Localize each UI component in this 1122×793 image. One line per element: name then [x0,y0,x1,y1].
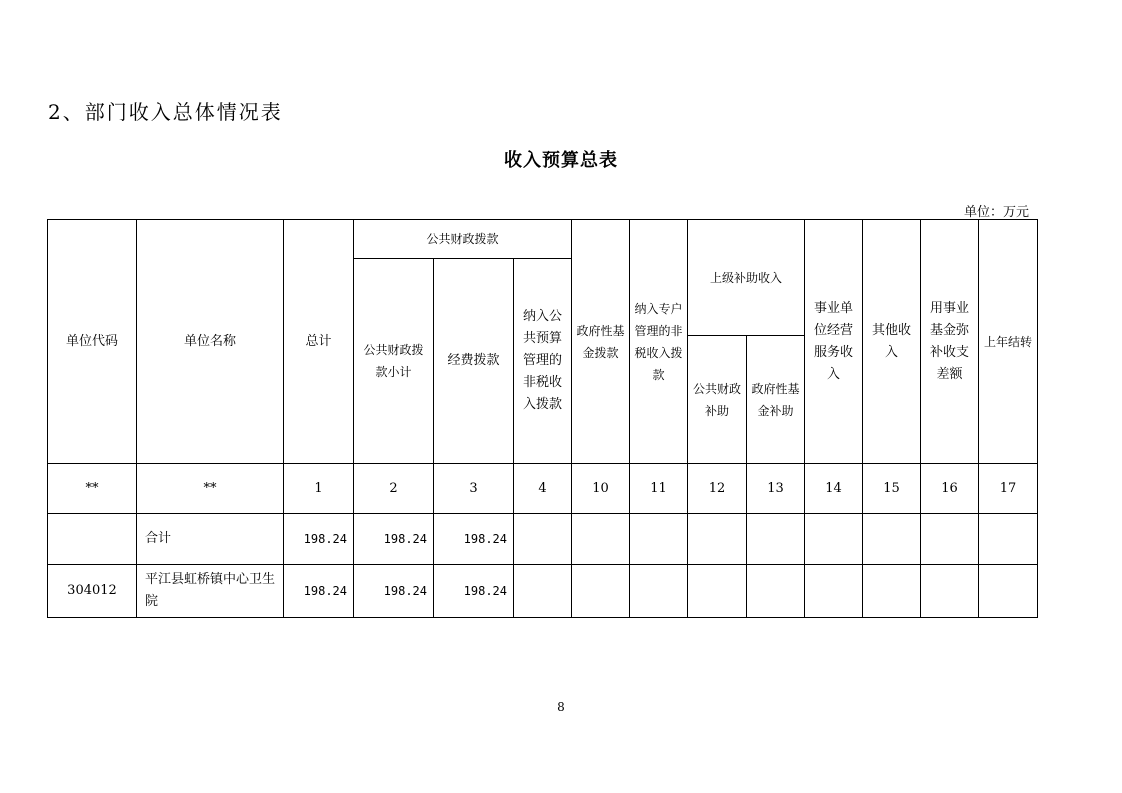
table-row [48,565,1038,618]
header-name: 单位名称 [137,220,284,464]
header-public-finance-subsidy: 公共财政补助 [688,336,747,464]
header-business-income: 事业单位经营服务收入 [805,220,863,464]
unit-label: 单位：万元 [964,205,1030,220]
index-cell: 12 [688,464,747,514]
index-cell: 2 [354,464,434,514]
header-nontax-public: 纳入公共预算管理的非税收入拨款 [514,259,572,464]
index-cell: 15 [863,464,921,514]
header-code: 单位代码 [48,220,137,464]
table-title: 收入预算总表 [504,150,618,171]
row-name: 平江县虹桥镇中心卫生院 [137,565,284,618]
index-cell: 13 [747,464,805,514]
header-total: 总计 [284,220,354,464]
index-cell: 1 [284,464,354,514]
header-gov-fund-subsidy: 政府性基金补助 [747,336,805,464]
budget-table [47,219,1038,618]
table-row [48,514,1038,565]
page-number: 8 [557,700,565,714]
index-row [48,464,1038,514]
header-public-finance: 公共财政拨款 [354,220,572,259]
row-code: 304012 [48,565,137,618]
row-name: 合计 [137,514,284,565]
index-cell: 14 [805,464,863,514]
section-title: 2、部门收入总体情况表 [48,100,283,124]
index-cell: ** [48,464,137,514]
header-funding: 经费拨款 [434,259,514,464]
row-funding: 198.24 [434,514,514,565]
header-public-finance-subtotal: 公共财政拨款小计 [354,259,434,464]
index-cell: 10 [572,464,630,514]
header-superior-subsidy: 上级补助收入 [688,220,805,336]
index-cell: ** [137,464,284,514]
index-cell: 17 [979,464,1038,514]
index-cell: 3 [434,464,514,514]
header-carryover: 上年结转 [979,220,1038,464]
row-code [48,514,137,565]
index-cell: 11 [630,464,688,514]
header-gov-fund: 政府性基金拨款 [572,220,630,464]
header-other-income: 其他收入 [863,220,921,464]
row-total: 198.24 [284,565,354,618]
header-fund-balance: 用事业基金弥补收支差额 [921,220,979,464]
row-total: 198.24 [284,514,354,565]
index-cell: 4 [514,464,572,514]
row-subtotal: 198.24 [354,514,434,565]
row-subtotal: 198.24 [354,565,434,618]
header-nontax-special: 纳入专户管理的非税收入拨款 [630,220,688,464]
index-cell: 16 [921,464,979,514]
row-funding: 198.24 [434,565,514,618]
